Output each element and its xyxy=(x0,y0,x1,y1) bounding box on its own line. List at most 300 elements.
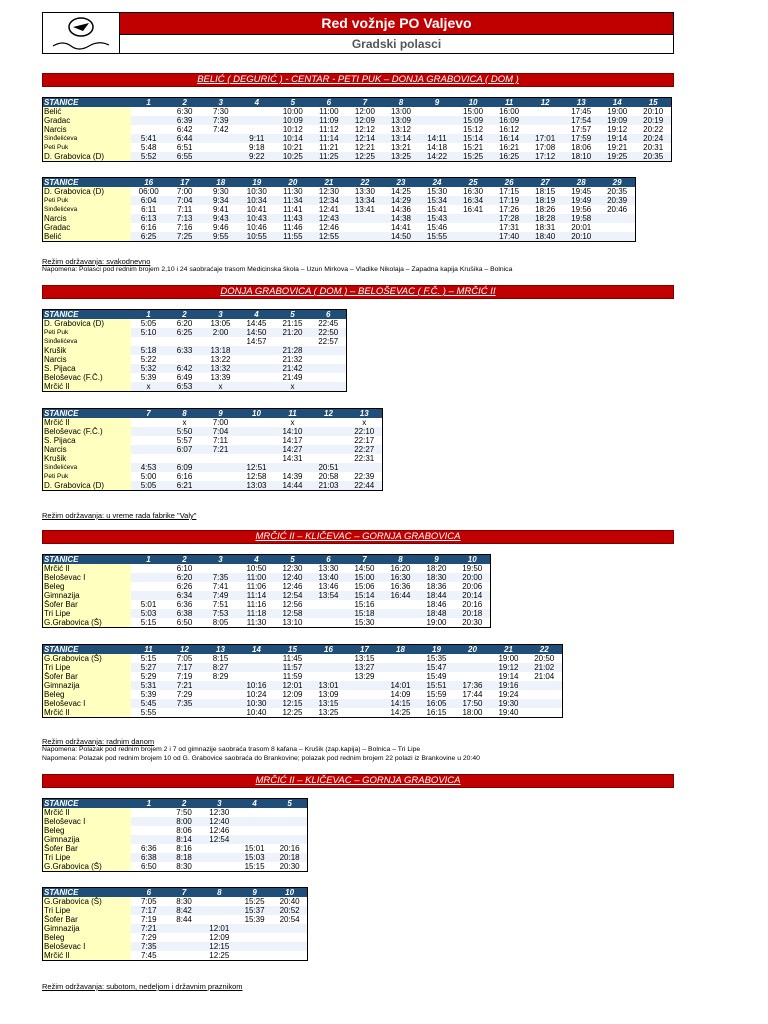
station-name-cell: D. Grabovica (D) xyxy=(43,152,131,162)
station-name-cell: Šofer Bar xyxy=(43,915,132,924)
station-name-cell: Tri Lipe xyxy=(43,609,131,618)
departure-time-cell xyxy=(239,355,275,364)
departure-time-cell: 6:30 xyxy=(167,107,203,116)
document-header xyxy=(42,12,674,54)
departure-number-header: 1 xyxy=(131,310,167,320)
departure-time-cell: 16:12 xyxy=(491,125,527,134)
station-name-cell: D. Grabovica (D) xyxy=(43,187,131,196)
departure-number-header: 9 xyxy=(419,98,455,108)
departure-time-cell xyxy=(239,654,275,663)
table-row xyxy=(43,346,347,355)
departure-time-cell: 10:40 xyxy=(239,708,275,718)
departure-time-cell: 9:18 xyxy=(239,143,275,152)
table-row xyxy=(43,817,308,826)
departure-time-cell: 14:25 xyxy=(383,708,419,718)
departure-time-cell xyxy=(237,951,272,961)
station-name-cell: Gradac xyxy=(43,223,131,232)
table-row xyxy=(43,672,563,681)
departure-time-cell: 7:42 xyxy=(203,125,239,134)
departure-time-cell xyxy=(272,924,307,933)
departure-time-cell: 13:09 xyxy=(383,116,419,125)
departure-time-cell: 11:16 xyxy=(239,600,275,609)
departure-time-cell: 13:41 xyxy=(347,205,383,214)
station-name-cell: Tri Lipe xyxy=(43,853,132,862)
departure-time-cell xyxy=(455,232,491,242)
departure-time-cell: 22:10 xyxy=(347,427,383,436)
departure-time-cell: 20:18 xyxy=(272,853,307,862)
departure-time-cell: 21:42 xyxy=(275,364,311,373)
departure-time-cell: 20:00 xyxy=(455,573,491,582)
departure-time-cell: 6:36 xyxy=(131,844,166,853)
table-row xyxy=(43,205,636,214)
section-banner-2: DONJA GRABOVICA ( DOM ) – BELOŠEVAC ( F.Č. ) – MRČIĆ II xyxy=(42,285,674,299)
table-row xyxy=(43,364,347,373)
departure-time-cell: 7:21 xyxy=(167,681,203,690)
departure-number-header: 6 xyxy=(131,888,166,898)
departure-time-cell xyxy=(455,663,491,672)
table-header-row xyxy=(43,409,383,419)
departure-number-header: 1 xyxy=(131,799,166,809)
departure-time-cell: x xyxy=(203,382,239,392)
departure-number-header: 2 xyxy=(167,555,203,565)
departure-time-cell xyxy=(275,337,311,346)
table-row xyxy=(43,472,383,481)
departure-time-cell: 16:00 xyxy=(491,107,527,116)
timetable-4a xyxy=(42,798,308,872)
departure-number-header: 14 xyxy=(239,645,275,655)
departure-time-cell xyxy=(311,609,347,618)
departure-time-cell: 12:21 xyxy=(347,143,383,152)
departure-time-cell: 20:14 xyxy=(455,591,491,600)
table-row xyxy=(43,328,347,337)
departure-time-cell xyxy=(131,573,167,582)
departure-time-cell: 12:01 xyxy=(275,681,311,690)
departure-time-cell xyxy=(131,125,167,134)
departure-time-cell: 9:41 xyxy=(203,205,239,214)
departure-time-cell: 15:30 xyxy=(419,187,455,196)
departure-time-cell: 15:06 xyxy=(347,582,383,591)
departure-time-cell: 6:42 xyxy=(167,125,203,134)
departure-time-cell xyxy=(383,609,419,618)
departure-number-header: 15 xyxy=(635,98,671,108)
section-banner-3: MRČIĆ II – KLIČEVAC – GORNJA GRABOVICA xyxy=(42,530,674,544)
departure-time-cell: 4:53 xyxy=(131,463,167,472)
departure-number-header: 4 xyxy=(239,310,275,320)
departure-time-cell: x xyxy=(347,418,383,427)
departure-time-cell: 20:52 xyxy=(272,906,307,915)
table-header-row xyxy=(43,178,636,188)
table-row xyxy=(43,573,491,582)
departure-time-cell: 22:31 xyxy=(347,454,383,463)
table-row xyxy=(43,681,563,690)
departure-time-cell: 19:09 xyxy=(599,116,635,125)
departure-time-cell: 15:30 xyxy=(347,618,383,628)
station-name-cell: Beleg xyxy=(43,582,131,591)
departure-time-cell: 16:30 xyxy=(383,573,419,582)
departure-time-cell: 11:00 xyxy=(239,573,275,582)
departure-time-cell: 06:00 xyxy=(131,187,167,196)
departure-time-cell: 13:10 xyxy=(275,618,311,628)
departure-number-header: 10 xyxy=(455,98,491,108)
departure-time-cell xyxy=(131,337,167,346)
departure-time-cell: 11:18 xyxy=(239,609,275,618)
departure-time-cell: 15:14 xyxy=(347,591,383,600)
station-name-cell: Tri Lipe xyxy=(43,663,131,672)
departure-time-cell: 12:15 xyxy=(202,942,237,951)
departure-time-cell: 8:27 xyxy=(203,663,239,672)
departure-number-header: 9 xyxy=(203,409,239,419)
departure-time-cell xyxy=(237,942,272,951)
departure-time-cell: 21:20 xyxy=(275,328,311,337)
timetable-2a xyxy=(42,309,347,392)
departure-time-cell: 12:09 xyxy=(202,933,237,942)
departure-time-cell: 16:25 xyxy=(491,152,527,162)
departure-time-cell: 17:12 xyxy=(527,152,563,162)
departure-time-cell xyxy=(131,582,167,591)
departure-time-cell: 2:00 xyxy=(203,328,239,337)
departure-time-cell: 16:36 xyxy=(383,582,419,591)
departure-time-cell: 14:50 xyxy=(239,328,275,337)
departure-number-header: 10 xyxy=(455,555,491,565)
table-row xyxy=(43,591,491,600)
departure-time-cell: 15:25 xyxy=(455,152,491,162)
departure-time-cell: 10:12 xyxy=(275,125,311,134)
station-name-cell: Gradac xyxy=(43,116,131,125)
departure-time-cell: 11:30 xyxy=(275,187,311,196)
departure-time-cell: 15:49 xyxy=(419,672,455,681)
station-name-cell: Mrčić II xyxy=(43,564,131,573)
departure-time-cell: 12:00 xyxy=(347,107,383,116)
departure-time-cell: 18:31 xyxy=(527,223,563,232)
table-row xyxy=(43,618,491,628)
departure-time-cell: 8:42 xyxy=(166,906,201,915)
departure-time-cell: 13:32 xyxy=(203,364,239,373)
departure-number-header: 27 xyxy=(527,178,563,188)
departure-time-cell: 7:05 xyxy=(131,897,166,906)
departure-time-cell: 20:54 xyxy=(272,915,307,924)
departure-time-cell: 6:39 xyxy=(167,116,203,125)
departure-time-cell xyxy=(347,232,383,242)
departure-time-cell: 14:01 xyxy=(383,681,419,690)
departure-time-cell xyxy=(202,853,237,862)
departure-time-cell: 12:12 xyxy=(347,125,383,134)
mode-note-4: Režim održavanja: subotom, nedeljom i državnim praznikom xyxy=(42,982,243,991)
station-name-cell: D. Grabovica (D) xyxy=(43,319,131,328)
departure-time-cell xyxy=(203,337,239,346)
departure-number-header: 13 xyxy=(347,409,383,419)
station-name-cell: G.Grabovica (Š) xyxy=(43,654,131,663)
departure-time-cell: 16:05 xyxy=(419,699,455,708)
departure-time-cell: 7:45 xyxy=(131,951,166,961)
departure-time-cell: 17:15 xyxy=(491,187,527,196)
departure-time-cell: 22:44 xyxy=(347,481,383,491)
departure-time-cell: 11:06 xyxy=(239,582,275,591)
departure-time-cell xyxy=(202,906,237,915)
departure-time-cell xyxy=(131,454,167,463)
departure-time-cell: 19:14 xyxy=(491,672,527,681)
departure-time-cell: 12:46 xyxy=(275,582,311,591)
table-row xyxy=(43,924,308,933)
departure-time-cell: 11:00 xyxy=(311,107,347,116)
departure-time-cell: 5:00 xyxy=(131,472,167,481)
departure-time-cell xyxy=(203,472,239,481)
departure-time-cell: 13:15 xyxy=(311,699,347,708)
departure-time-cell: 5:57 xyxy=(167,436,203,445)
departure-number-header: 8 xyxy=(383,555,419,565)
stations-header: STANICE xyxy=(43,888,132,898)
departure-time-cell: 6:11 xyxy=(131,205,167,214)
departure-time-cell: 7:05 xyxy=(167,654,203,663)
departure-time-cell: 6:44 xyxy=(167,134,203,143)
departure-time-cell: 8:18 xyxy=(166,853,201,862)
table-row xyxy=(43,337,347,346)
departure-time-cell: 7:19 xyxy=(167,672,203,681)
departure-time-cell: 10:34 xyxy=(239,196,275,205)
departure-time-cell xyxy=(455,672,491,681)
table-row xyxy=(43,951,308,961)
departure-number-header: 3 xyxy=(203,98,239,108)
departure-time-cell: 7:49 xyxy=(203,591,239,600)
departure-time-cell xyxy=(131,591,167,600)
departure-time-cell: 19:00 xyxy=(599,107,635,116)
departure-time-cell: x xyxy=(275,418,311,427)
station-name-cell: Sinđelićeva xyxy=(43,205,131,214)
departure-time-cell: 18:00 xyxy=(455,708,491,718)
departure-number-header: 2 xyxy=(167,98,203,108)
departure-number-header: 8 xyxy=(202,888,237,898)
departure-time-cell: 5:32 xyxy=(131,364,167,373)
departure-time-cell xyxy=(203,708,239,718)
departure-time-cell: 15:39 xyxy=(237,915,272,924)
departure-time-cell xyxy=(599,232,635,242)
departure-time-cell xyxy=(202,844,237,853)
departure-number-header: 25 xyxy=(455,178,491,188)
station-name-cell: Tri Lipe xyxy=(43,906,132,915)
departure-time-cell: 17:19 xyxy=(491,196,527,205)
departure-time-cell: 19:58 xyxy=(563,214,599,223)
station-name-cell: Mrčić II xyxy=(43,808,132,817)
departure-time-cell: 21:15 xyxy=(275,319,311,328)
departure-time-cell: x xyxy=(131,382,167,392)
departure-time-cell xyxy=(311,454,347,463)
departure-time-cell: 5:05 xyxy=(131,319,167,328)
departure-time-cell: 6:38 xyxy=(131,853,166,862)
departure-time-cell: 17:45 xyxy=(563,107,599,116)
departure-time-cell: 15:35 xyxy=(419,654,455,663)
departure-time-cell xyxy=(347,463,383,472)
departure-time-cell xyxy=(311,346,347,355)
station-name-cell: Sinđelićeva xyxy=(43,337,131,346)
departure-time-cell: 7:35 xyxy=(131,942,166,951)
departure-time-cell: 7:21 xyxy=(203,445,239,454)
departure-time-cell xyxy=(347,214,383,223)
departure-number-header: 16 xyxy=(311,645,347,655)
departure-time-cell: 17:01 xyxy=(527,134,563,143)
departure-number-header: 7 xyxy=(347,555,383,565)
departure-time-cell: 14:36 xyxy=(383,205,419,214)
departure-time-cell: 18:46 xyxy=(419,600,455,609)
stations-header: STANICE xyxy=(43,799,132,809)
departure-time-cell: 5:39 xyxy=(131,690,167,699)
departure-time-cell: 15:15 xyxy=(237,862,272,872)
departure-time-cell xyxy=(527,107,563,116)
departure-time-cell: 15:01 xyxy=(237,844,272,853)
station-name-cell: Beloševac I xyxy=(43,817,132,826)
departure-time-cell xyxy=(203,481,239,491)
departure-time-cell: 21:02 xyxy=(527,663,563,672)
departure-time-cell: 5:31 xyxy=(131,681,167,690)
table-header-row xyxy=(43,98,672,108)
departure-time-cell: 7:51 xyxy=(203,600,239,609)
departure-time-cell: 22:39 xyxy=(347,472,383,481)
departure-time-cell: 16:30 xyxy=(455,187,491,196)
station-name-cell: Beleg xyxy=(43,826,132,835)
departure-time-cell xyxy=(131,817,166,826)
table-row xyxy=(43,862,308,872)
departure-time-cell: 12:43 xyxy=(311,214,347,223)
departure-time-cell xyxy=(131,116,167,125)
departure-time-cell: 5:48 xyxy=(131,143,167,152)
departure-time-cell: 14:15 xyxy=(383,699,419,708)
departure-time-cell xyxy=(311,382,347,392)
departure-time-cell: 20:50 xyxy=(527,654,563,663)
departure-time-cell: 15:00 xyxy=(455,107,491,116)
departure-time-cell xyxy=(202,897,237,906)
departure-number-header: 15 xyxy=(275,645,311,655)
departure-time-cell: 8:14 xyxy=(166,835,201,844)
station-name-cell: Belić xyxy=(43,232,131,242)
departure-time-cell: 13:30 xyxy=(347,187,383,196)
departure-time-cell: 22:57 xyxy=(311,337,347,346)
departure-time-cell: 11:14 xyxy=(311,134,347,143)
departure-time-cell: 19:24 xyxy=(491,690,527,699)
departure-time-cell: 20:31 xyxy=(635,143,671,152)
departure-time-cell: 18:28 xyxy=(527,214,563,223)
departure-time-cell xyxy=(347,690,383,699)
timetable-2b xyxy=(42,408,383,491)
departure-time-cell xyxy=(383,618,419,628)
departure-time-cell: 17:44 xyxy=(455,690,491,699)
departure-time-cell xyxy=(527,681,563,690)
departure-time-cell: 21:03 xyxy=(311,481,347,491)
departure-time-cell: 18:40 xyxy=(527,232,563,242)
timetable-3b xyxy=(42,644,563,718)
departure-time-cell: 7:00 xyxy=(167,187,203,196)
departure-time-cell xyxy=(272,826,307,835)
departure-time-cell: 5:27 xyxy=(131,663,167,672)
departure-time-cell xyxy=(383,654,419,663)
departure-time-cell: 7:16 xyxy=(167,223,203,232)
departure-time-cell: 6:07 xyxy=(167,445,203,454)
departure-time-cell: 18:36 xyxy=(419,582,455,591)
departure-time-cell: 12:25 xyxy=(202,951,237,961)
stations-header: STANICE xyxy=(43,409,131,419)
departure-time-cell: 15:43 xyxy=(419,214,455,223)
mode-note-3: Režim održavanja: radnim danom xyxy=(42,737,155,746)
departure-time-cell: 11:55 xyxy=(275,232,311,242)
departure-time-cell: 20:16 xyxy=(455,600,491,609)
table-row xyxy=(43,582,491,591)
departure-time-cell xyxy=(272,817,307,826)
departure-time-cell: 14:50 xyxy=(383,232,419,242)
departure-time-cell: x xyxy=(167,418,203,427)
station-name-cell: Peti Puk xyxy=(43,196,131,205)
departure-number-header: 29 xyxy=(599,178,635,188)
departure-number-header: 17 xyxy=(167,178,203,188)
departure-time-cell: 5:10 xyxy=(131,328,167,337)
departure-time-cell: 12:51 xyxy=(239,463,275,472)
departure-time-cell: 14:25 xyxy=(383,187,419,196)
departure-time-cell: 12:54 xyxy=(202,835,237,844)
departure-time-cell: 14:50 xyxy=(347,564,383,573)
departure-time-cell: 18:19 xyxy=(527,196,563,205)
departure-time-cell: 20:39 xyxy=(599,196,635,205)
station-name-cell: S. Pijaca xyxy=(43,364,131,373)
departure-time-cell: 7:04 xyxy=(167,196,203,205)
departure-time-cell: 19:25 xyxy=(599,152,635,162)
departure-time-cell: 6:36 xyxy=(167,600,203,609)
departure-time-cell: 8:44 xyxy=(166,915,201,924)
departure-time-cell: 17:36 xyxy=(455,681,491,690)
departure-time-cell: 9:34 xyxy=(203,196,239,205)
stations-header: STANICE xyxy=(43,310,131,320)
departure-time-cell xyxy=(311,663,347,672)
departure-time-cell: 10:14 xyxy=(275,134,311,143)
departure-time-cell xyxy=(239,382,275,392)
stations-header: STANICE xyxy=(43,555,131,565)
departure-time-cell: 16:44 xyxy=(383,591,419,600)
departure-number-header: 24 xyxy=(419,178,455,188)
page-subtitle: Gradski polasci xyxy=(120,34,673,54)
departure-number-header: 13 xyxy=(563,98,599,108)
departure-number-header: 2 xyxy=(167,310,203,320)
departure-time-cell: 11:09 xyxy=(311,116,347,125)
departure-time-cell xyxy=(383,672,419,681)
departure-time-cell: 20:16 xyxy=(272,844,307,853)
departure-time-cell xyxy=(167,337,203,346)
timetable-1b xyxy=(42,177,636,242)
departure-time-cell: 7:04 xyxy=(203,427,239,436)
departure-number-header: 8 xyxy=(167,409,203,419)
station-name-cell: Beleg xyxy=(43,690,131,699)
departure-time-cell: 13:18 xyxy=(203,346,239,355)
departure-time-cell: 13:01 xyxy=(311,681,347,690)
departure-time-cell: 20:35 xyxy=(599,187,635,196)
departure-time-cell: 8:29 xyxy=(203,672,239,681)
table-row xyxy=(43,382,347,392)
station-name-cell: Narcis xyxy=(43,355,131,364)
departure-time-cell xyxy=(237,924,272,933)
departure-time-cell xyxy=(239,373,275,382)
departure-time-cell xyxy=(527,708,563,718)
station-name-cell: Beloševac I xyxy=(43,699,131,708)
departure-time-cell xyxy=(272,808,307,817)
departure-time-cell: 20:22 xyxy=(635,125,671,134)
departure-time-cell: 14:31 xyxy=(275,454,311,463)
departure-time-cell: 18:48 xyxy=(419,609,455,618)
station-name-cell: Sinđelićeva xyxy=(43,134,131,143)
remark-note-3a: Napomena: Polazak pod rednim brojem 2 i 7 od gimnazije saobraća trasom 8 kafana – Krušik (zap.kapija) – Bolnica – Tri Lipe xyxy=(42,746,421,753)
departure-time-cell: 5:55 xyxy=(131,708,167,718)
table-row xyxy=(43,418,383,427)
departure-time-cell: 6:49 xyxy=(167,373,203,382)
departure-time-cell: 14:41 xyxy=(383,223,419,232)
departure-time-cell xyxy=(239,427,275,436)
departure-time-cell xyxy=(455,654,491,663)
departure-time-cell: 7:53 xyxy=(203,609,239,618)
departure-time-cell: 19:00 xyxy=(419,618,455,628)
departure-time-cell: 22:27 xyxy=(347,445,383,454)
